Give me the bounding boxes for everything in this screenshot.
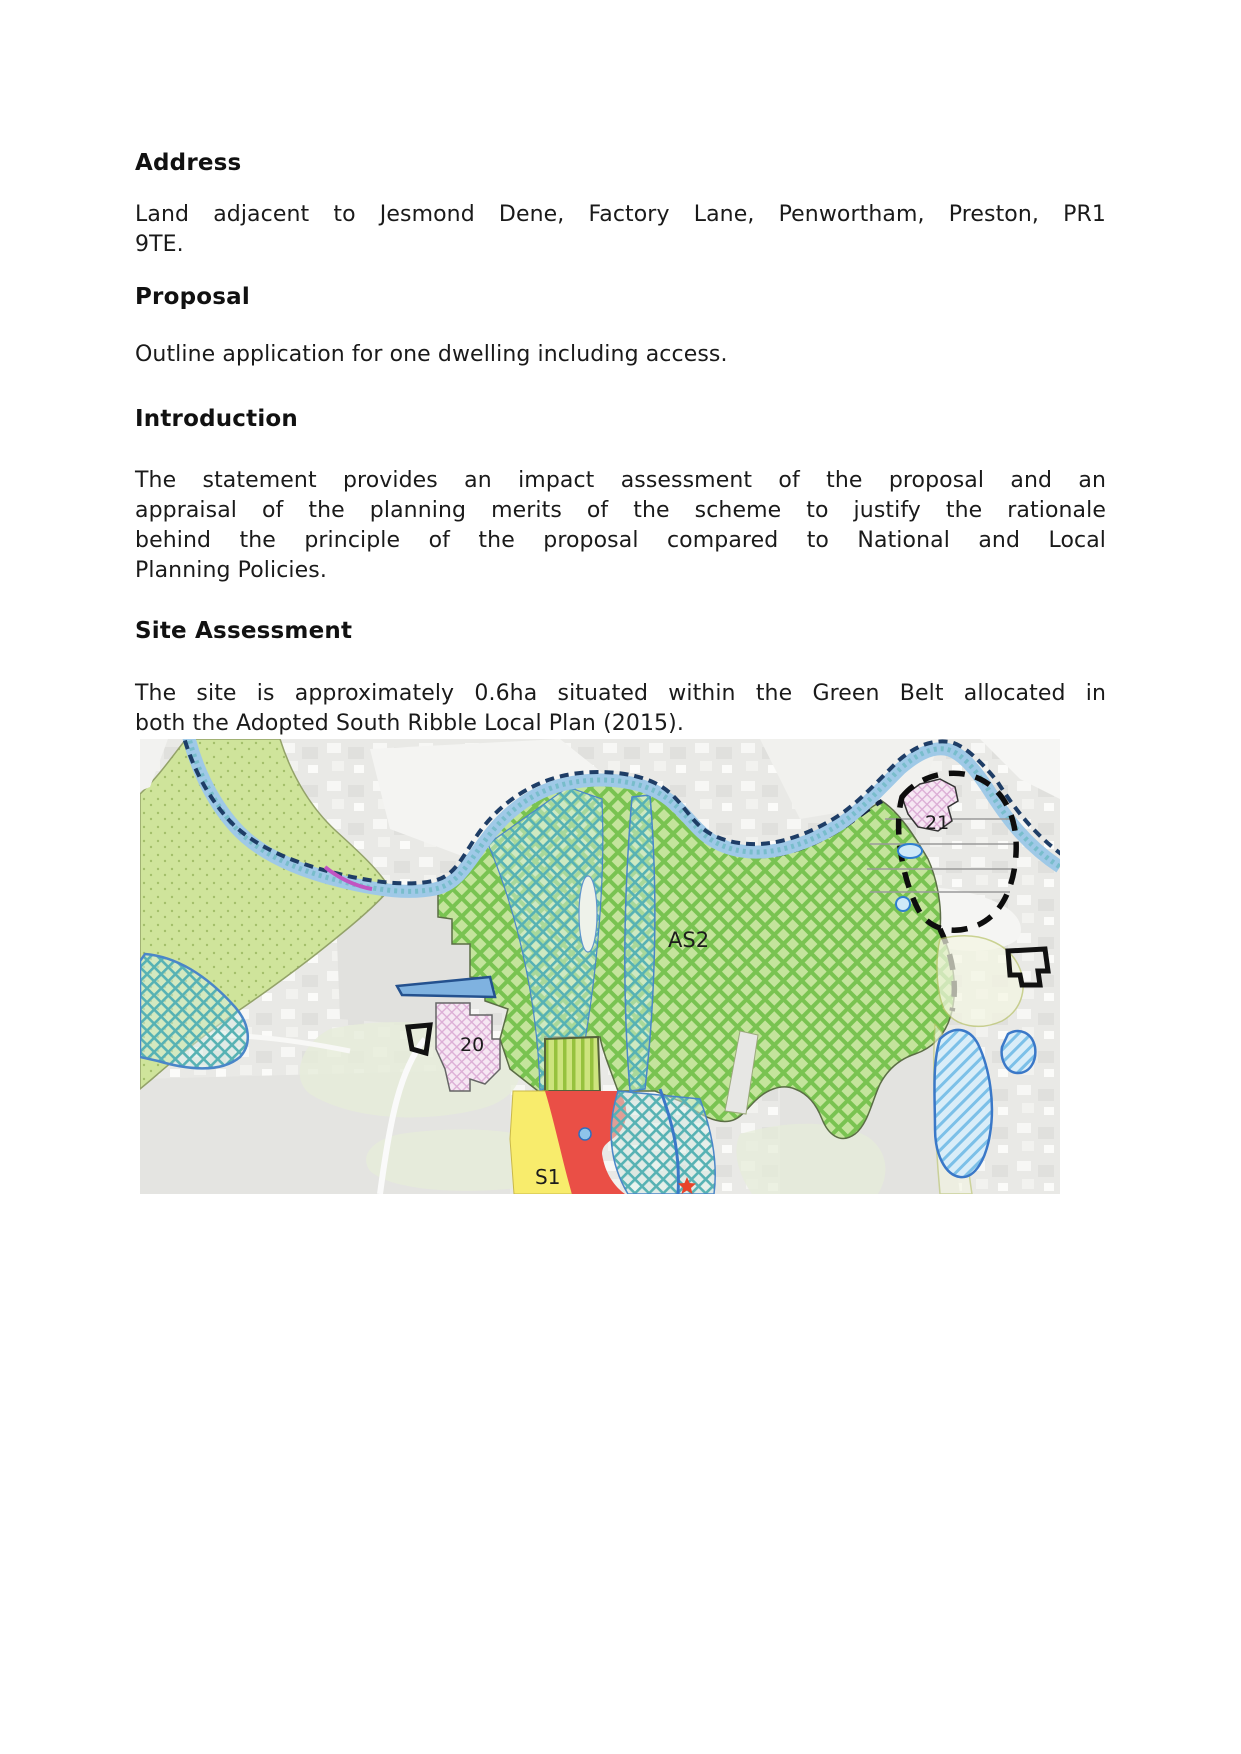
text-line: The statement provides an impact assessment of the proposal and an <box>135 468 1106 493</box>
section-heading-introduction: Introduction <box>135 406 298 432</box>
map-label-20: 20 <box>460 1034 485 1056</box>
text-line: Outline application for one dwelling including access. <box>135 342 728 367</box>
paragraph-site-assessment <box>135 679 1106 739</box>
text-line: both the Adopted South Ribble Local Plan (2015). <box>135 711 684 736</box>
map-label-21: 21 <box>925 812 950 834</box>
text-line: Planning Policies. <box>135 558 327 583</box>
text-line: behind the principle of the proposal compared to National and Local <box>135 528 1106 553</box>
paragraph-proposal <box>135 340 1106 370</box>
text-line: Land adjacent to Jesmond Dene, Factory Lane, Penwortham, Preston, PR1 <box>135 202 1106 227</box>
paragraph-address <box>135 200 1106 260</box>
pond-icon <box>896 897 910 911</box>
text-line: The site is approximately 0.6ha situated within the Green Belt allocated in <box>135 681 1106 706</box>
local-plan-map <box>140 739 1060 1194</box>
map-label-as2: AS2 <box>668 928 710 952</box>
section-heading-address: Address <box>135 150 242 176</box>
text-line: 9TE. <box>135 232 184 257</box>
map-label-s1: S1 <box>535 1165 561 1189</box>
section-heading-site-assessment: Site Assessment <box>135 618 353 644</box>
flood-band-south <box>611 1089 715 1194</box>
section-heading-proposal: Proposal <box>135 284 250 310</box>
paragraph-introduction <box>135 466 1106 586</box>
local-plan-map-figure <box>140 739 1060 1194</box>
striped-allocation <box>545 1037 600 1091</box>
text-line: appraisal of the planning merits of the scheme to justify the rationale <box>135 498 1106 523</box>
pond-icon <box>898 844 922 858</box>
stream-in-red <box>579 1128 591 1140</box>
